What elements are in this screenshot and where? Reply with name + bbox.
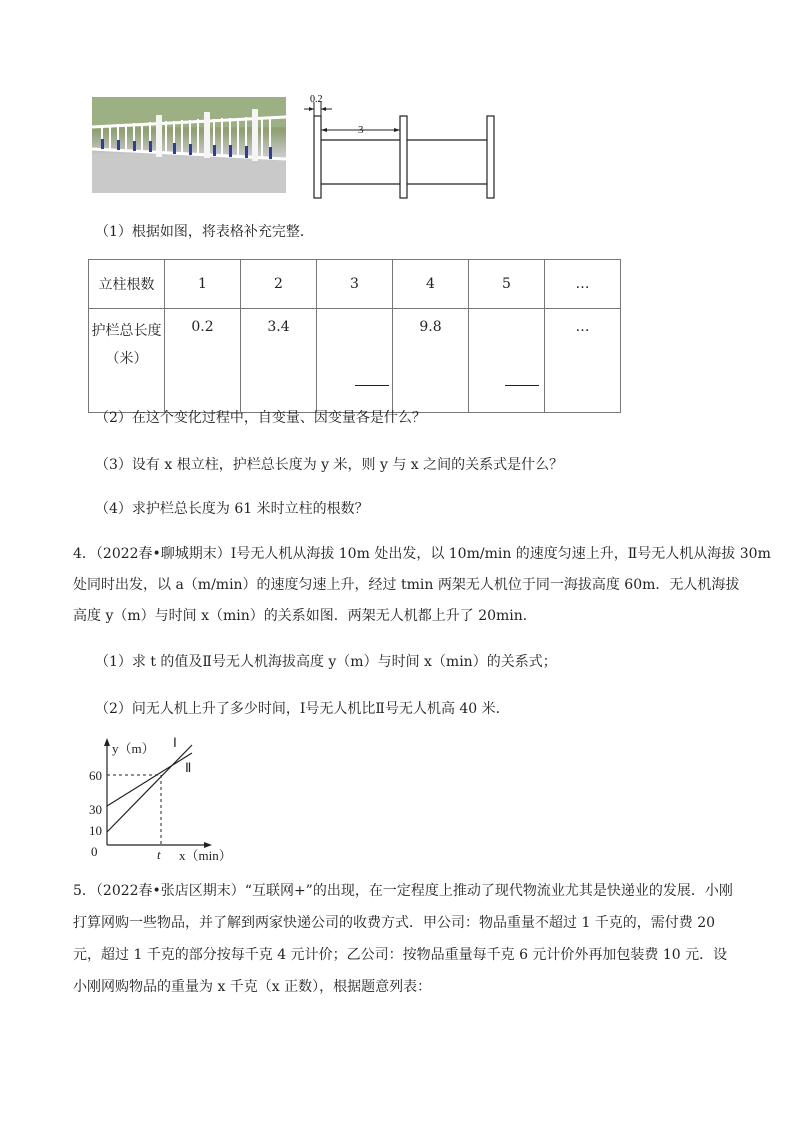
q3-part2: （2）在这个变化过程中，自变量、因变量各是什么？ [95,410,426,426]
guardrail-diagram [300,92,510,202]
data-table [88,259,621,413]
row2-header-line1: 护栏总长度 [91,323,162,339]
row1-cell: … [545,260,621,309]
q4-part2: （2）问无人机上升了多少时间，Ⅰ号无人机比Ⅱ号无人机高 40 米． [95,701,510,717]
y-tick-30: 30 [89,802,102,817]
q4-line3: 高度 y（m）与时间 x（min）的关系如图．两架无人机都上升了 20min． [73,608,537,624]
q5-line2: 打算网购一些物品，并了解到两家快递公司的收费方式．甲公司：物品重量不超过 1 千克的，需付费 20 [73,915,716,931]
row2-header [89,309,165,413]
row2-cell-blank[interactable] [469,309,545,413]
line-II-label: Ⅱ [185,760,192,775]
q3-part1: （1）根据如图，将表格补充完整． [95,224,314,240]
y-tick-60: 60 [89,768,102,783]
row2-cell-blank[interactable] [317,309,393,413]
x-axis-label: x（min） [179,848,232,863]
row1-cell: 4 [393,260,469,309]
row2-cell: 3.4 [241,309,317,413]
row1-header: 立柱根数 [89,260,165,309]
line-I [107,745,192,832]
q4-part1: （1）求 t 的值及Ⅱ号无人机海拔高度 y（m）与时间 x（min）的关系式； [95,654,557,670]
q3-part4: （4）求护栏总长度为 61 米时立柱的根数？ [95,501,369,517]
dim-large-label: 3 [358,124,364,136]
row2-header-line2: （米） [105,351,148,367]
row1-cell: 5 [469,260,545,309]
row2-cell: 9.8 [393,309,469,413]
dim-small-label: 0.2 [310,94,323,105]
line-I-label: Ⅰ [173,735,177,750]
q5-line3: 元，超过 1 千克的部分按每千克 4 元计价；乙公司：按物品重量每千克 6 元计价外再加包装费 10 元．设 [73,947,728,963]
row1-cell: 3 [317,260,393,309]
q5-line4: 小刚网购物品的重量为 x 千克（x 正数），根据题意列表： [73,979,432,995]
row1-cell: 2 [241,260,317,309]
altitude-graph [85,735,255,863]
row1-cell: 1 [165,260,241,309]
row2-cell: 0.2 [165,309,241,413]
x-tick-t: t [157,847,161,862]
line-II [107,753,192,806]
q3-part3: （3）设有 x 根立柱，护栏总长度为 y 米，则 y 与 x 之间的关系式是什么？ [95,457,564,473]
y-axis-arrow-icon [104,738,110,746]
q4-line1: 4．（2022春•聊城期末）Ⅰ号无人机从海拔 10m 处出发，以 10m/min 的速度匀速上升，Ⅱ号无人机从海拔 30m [73,546,771,562]
row2-cell: … [545,309,621,413]
guardrail-photo [92,97,286,193]
y-axis-label: y（m） [112,741,155,756]
q5-line1: 5．（2022春•张店区期末）“互联网+”的出现，在一定程度上推动了现代物流业尤其是快递业的发展．小刚 [73,883,733,899]
y-tick-10: 10 [89,823,102,838]
origin-label: 0 [91,844,98,859]
q4-line2: 处同时出发，以 a（m/min）的速度匀速上升，经过 tmin 两架无人机位于同一海拔高度 60m．无人机海拔 [73,577,740,593]
